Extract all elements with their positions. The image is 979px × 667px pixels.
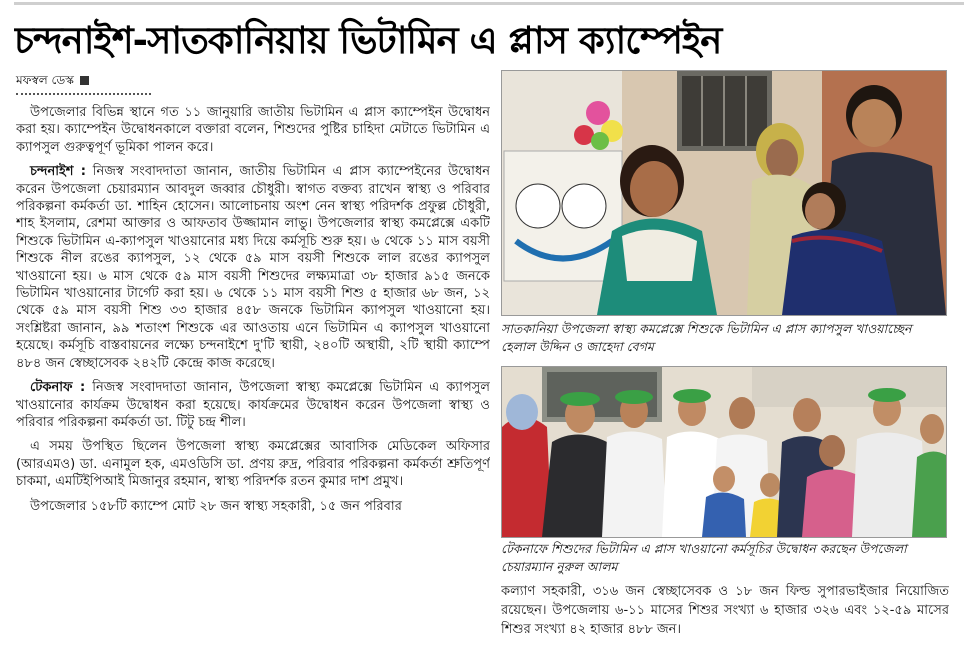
- paragraph-continuation: কল্যাণ সহকারী, ৩১৬ জন স্বেচ্ছাসেবক ও ১৮ জন ফিল্ড সুপারভাইজার নিয়োজিত রয়েছেন। উপজেলায় ৬-১১ মাসের শিশুর সংখ্যা ৬ হাজার ৩২৬ এবং ১২-৫৯ মাসের শিশুর সংখ্যা ৪২ হাজার ৪৮৮ জন।: [501, 584, 949, 637]
- paragraph-chandanaish-text: নিজস্ব সংবাদদাতা জানান, জাতীয় ভিটামিন এ প্লাস ক্যাম্পেইনের উদ্বোধন করেন উপজেলা চেয়ারম্যান আবদুল জব্বার চৌধুরী। স্বাগত বক্তব্য রাখেন স্বাস্থ্য ও পরিবার পরিকল্পনা কর্মকর্তা ডা. শাহিন হোসেন। আলোচনায় অংশ নেন স্বাস্থ্য পরিদর্শক প্রফুল্ল চৌধুরী, শাহ ইসলাম, রেশমা আক্তার ও আফতাব উজ্জামান লাভু। উপজেলার স্বাস্থ্য কমপ্লেক্সে একটি শিশুকে ভিটামিন এ-ক্যাপসুল খাওয়ানোর মধ্য দিয়ে কর্মসূচি শুরু হয়। ৬ থেকে ১১ মাস বয়সী শিশুকে নীল রঙের ক্যাপসুল, ১২ থেকে ৫৯ মাস বয়সী শিশুকে লাল রঙের ক্যাপসুল খাওয়ানো হয়। ৬ মাস থেকে ৫৯ মাস বয়সী শিশুদের লক্ষ্যমাত্রা ৩৮ হাজার ৯১৫ জনকে ভিটামিন খাওয়ানোর টার্গেট করা হয়। ৬ থেকে ১১ মাস বয়সী শিশু ৫ হাজার ৬৮ জন, ১২ থেকে ৫৯ মাস বয়সী শিশু ৩৩ হাজার ৪৫৮ জনকে ভিটামিন ক্যাপসুল খাওয়ানো হয়। সংশ্লিষ্টরা জানান, ৯৯ শতাংশ শিশুকে এর আওতায় এনে ভিটামিন এ ক্যাপসুল খাওয়ানো হয়েছে। কর্মসূচি বাস্তবায়নের লক্ষ্যে চন্দনাইশে দু'টি স্থায়ী, ২৪০টি অস্থায়ী, ২টি স্থায়ী ক্যাম্পে ৪৮৪ জন স্বেচ্ছাসেবক ২৪২টি কেন্দ্রে কাজ করেছে।: [16, 164, 490, 371]
- paragraph-teknaf: [16, 379, 490, 431]
- byline-divider: [16, 93, 151, 95]
- photo-vitamin-feeding-illustration: [502, 71, 946, 315]
- photo-teknaf-inauguration-illustration: [502, 367, 946, 537]
- headline: চন্দনাইশ-সাতকানিয়ায় ভিটামিন এ প্লাস ক্যাম্পেইন: [14, 19, 722, 62]
- photo-vitamin-feeding-caption: সাতকানিয়া উপজেলা স্বাস্থ্য কমপ্লেক্সে শিশুকে ভিটামিন এ প্লাস ক্যাপসুল খাওয়াচ্ছেন হেলাল উদ্দিন ও জাহেদা বেগম: [501, 321, 912, 354]
- paragraph-chandanaish: [16, 163, 490, 372]
- desk-label: মফস্বল ডেস্ক: [16, 73, 74, 87]
- paragraph-teknaf-text: নিজস্ব সংবাদদাতা জানান, উপজেলা স্বাস্থ্য কমপ্লেক্সে ভিটামিন এ ক্যাপসুল খাওয়ানোর কার্যক্রম উদ্বোধন করা হয়েছে। কার্যক্রমের উদ্বোধন করেন উপজেলা স্বাস্থ্য ও পরিবার পরিকল্পনা কর্মকর্তা ডা. টিটু চন্দ্র শীল।: [16, 380, 490, 430]
- paragraph-camps: উপজেলার ১৫৮টি ক্যাম্পে মোট ২৮ জন স্বাস্থ্য সহকারী, ১৫ জন পরিবার: [30, 498, 402, 514]
- article-body: [16, 104, 490, 664]
- dateline-teknaf: টেকনাফ :: [30, 380, 86, 396]
- top-rule: [14, 2, 964, 5]
- dateline-chandanaish: চন্দনাইশ :: [30, 164, 86, 180]
- photo-teknaf-inauguration-caption: টেকনাফে শিশুদের ভিটামিন এ প্লাস খাওয়ানো কর্মসূচির উদ্বোধন করছেন উপজেলা চেয়ারম্যান নুরুল আলম: [501, 541, 907, 574]
- square-bullet-icon: [80, 76, 89, 85]
- photo-vitamin-feeding: [501, 70, 947, 316]
- paragraph-intro: উপজেলার বিভিন্ন স্থানে গত ১১ জানুয়ারি জাতীয় ভিটামিন এ প্লাস ক্যাম্পেইন উদ্বোধন করা হয়। ক্যাম্পেইন উদ্বোধনকালে বক্তারা বলেন, শিশুদের পুষ্টির চাহিদা মেটাতে ভিটামিন এ ক্যাপসুল গুরুত্বপূর্ণ ভূমিকা পালন করে।: [16, 105, 490, 155]
- paragraph-attendees: এ সময় উপস্থিত ছিলেন উপজেলা স্বাস্থ্য কমপ্লেক্সের আবাসিক মেডিকেল অফিসার (আরএমও) ডা. এনামুল হক, এমওডিসি ডা. প্রণয় রুদ্র, পরিবার পরিকল্পনা কর্মকর্তা শ্রুতিপূর্ণ চাকমা, এমটিইপিআই মিজানুর রহমান, স্বাস্থ্য পরিদর্শক রতন কুমার দাশ প্রমুখ।: [16, 439, 490, 490]
- photo-teknaf-inauguration: [501, 366, 947, 538]
- article-continuation: [501, 582, 949, 662]
- desk-byline: [16, 70, 89, 90]
